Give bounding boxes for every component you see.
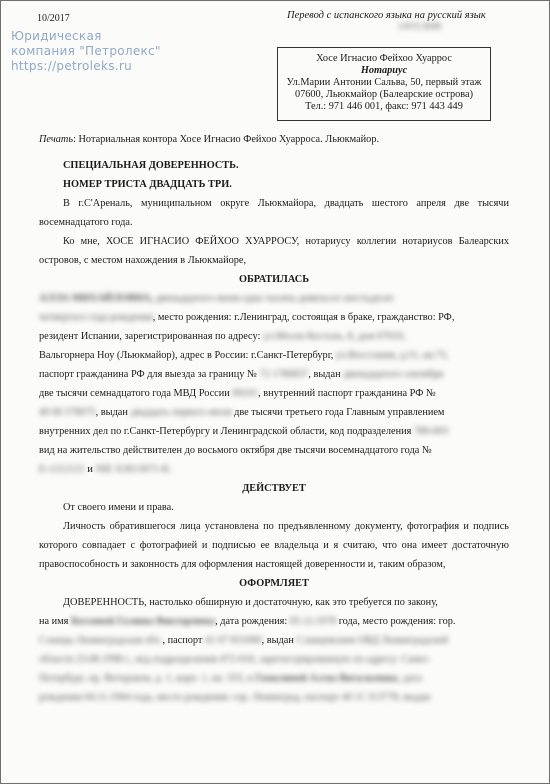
text-segment: , паспорт xyxy=(162,635,205,646)
redacted-text: 41 07 831060 xyxy=(204,635,262,646)
translation-note: Перевод с испанского языка на русский язык xyxy=(287,10,486,21)
notary-address-2: 07600, Льюкмайор (Балеарские острова) xyxy=(294,89,474,100)
text-segment: внутренних дел по г.Санкт-Петербургу и Ленинградской области, код подразделения xyxy=(39,426,414,437)
issue-line-6: рождения 04.11.1964 года, место рождения: гор. Ленинград, паспорт 40 11 313778, выдан xyxy=(39,692,431,703)
appeared-line-9: вид на жительство действителен до восьмого октября две тысячи восемнадцатого года № xyxy=(39,445,432,456)
watermark-line-1: Юридическая xyxy=(11,29,102,43)
paragraph-place-date: В г.С'Ареналь, муниципальном округе Льюкмайора, двадцать шестого апреля две тысячи восемнадцатого года. xyxy=(39,198,509,228)
appeared-line-10 xyxy=(39,460,509,479)
text-segment: , внутренний паспорт гражданина РФ № xyxy=(258,388,436,399)
document-body xyxy=(39,156,509,707)
redacted-text: 00101 xyxy=(232,388,259,399)
text-segment: , выдан xyxy=(95,407,131,418)
appeared-line-3 xyxy=(39,327,509,346)
redacted-text: двенадцатого июня одна тысяча девятьсот шестьдесят xyxy=(155,293,394,304)
issue-line-1: ДОВЕРЕННОСТЬ, настолько обширную и достаточную, как это требуется по закону, xyxy=(63,597,438,608)
notary-address-1: Ул.Марии Антонии Сальва, 50, первый этаж xyxy=(286,77,482,88)
text-segment: паспорт гражданина РФ для выезда за границу № xyxy=(39,369,260,380)
notary-phones: Тел.: 971 446 001, факс: 971 443 449 xyxy=(305,101,463,112)
notary-stamp xyxy=(277,47,491,121)
redacted-text: Сланцы Ленинградская обл. xyxy=(39,635,163,646)
document-number-right: LW1C4048 xyxy=(399,21,441,31)
redacted-text: ул.Восстания, д.51, кв.75, xyxy=(335,350,449,361)
text-segment: года, место рождения: гор. xyxy=(336,616,456,627)
redacted-name: Гамалиной Аллы Витальевны xyxy=(255,673,398,684)
text-segment: , место рождения: г.Ленинград, состоящая в браке, гражданство: РФ, xyxy=(152,312,455,323)
seal-label: Печать xyxy=(39,134,74,145)
text-segment: Вальгорнера Ноу (Льюкмайор), адрес в России: г.Санкт-Петербург, xyxy=(39,350,336,361)
notary-name: Хосе Игнасио Фейхоо Хуаррос xyxy=(316,53,452,64)
text-segment: на имя xyxy=(39,616,71,627)
doc-title-1: СПЕЦИАЛЬНАЯ ДОВЕРЕННОСТЬ. xyxy=(63,160,239,171)
heading-appeared: ОБРАТИЛАСЬ xyxy=(238,274,310,285)
issue-line-3 xyxy=(39,631,509,650)
appeared-line-7 xyxy=(39,403,509,422)
redacted-text: Е-1212121 xyxy=(39,464,85,475)
issue-line-4: области 23.08.1998 г., код подразделения 472-016, зарегистрированную по адресу: Санкт- xyxy=(39,654,431,665)
document-number: 10/2017 xyxy=(37,13,70,24)
appeared-line-5 xyxy=(39,365,509,384)
redacted-text: , дата xyxy=(397,673,422,684)
redacted-text: 780-003 xyxy=(413,426,449,437)
appeared-line-6 xyxy=(39,384,509,403)
appeared-line-8 xyxy=(39,422,509,441)
notary-title: Нотариус xyxy=(360,65,408,76)
heading-issues: ОФОРМЛЯЕТ xyxy=(239,578,309,589)
text-segment: , дата рождения: xyxy=(215,616,290,627)
appeared-line-4 xyxy=(39,346,509,365)
seal-text: : Нотариальная контора Хосе Игнасио Фейхоо Хуарроса. Льюкмайор. xyxy=(73,134,380,145)
paragraph-identity: Личность обратившегося лица установлена по предъявленному документу, фотография и подпись которого совпадает с фотографией и подписью ее владельца и я считаю, что она имеет достаточную правоспособность и законность для оформления настоящей доверенности и, таким образом, xyxy=(39,521,509,570)
redacted-text: 40 06 578075 xyxy=(39,407,96,418)
text-segment: , выдан xyxy=(308,369,344,380)
watermark-url: https://petroleks.ru xyxy=(11,59,133,73)
redacted-text: 05.12.1978 xyxy=(289,616,337,627)
text-segment: две тысячи семнадцатого года МВД России xyxy=(39,388,233,399)
redacted-text: Петербург, пр. Ветеранов, д. 1, корп. 1, кв. 333, и xyxy=(39,673,253,684)
text-segment: и xyxy=(84,464,96,475)
appeared-line-2 xyxy=(39,308,509,327)
redacted-text: Сланцевским ОВД Ленинградской xyxy=(296,635,449,646)
redacted-text: NIE X3613071-K. xyxy=(95,464,173,475)
text-segment: две тысячи третьего года Главным управлением xyxy=(231,407,445,418)
watermark-line-2: компания "Петролекс" xyxy=(11,44,161,58)
paragraph-notary: Ко мне, ХОСЕ ИГНАСИО ФЕЙХОО ХУАРРОСУ, нотариусу коллегии нотариусов Балеарских островов, с местом нахождения в Льюкмайоре, xyxy=(39,236,509,266)
issue-line-5 xyxy=(39,669,509,688)
issue-line-2 xyxy=(39,612,509,631)
redacted-text: 72 1780837 xyxy=(259,369,309,380)
redacted-text: четвертого года рождения xyxy=(39,312,153,323)
redacted-text: двадцать первого июля xyxy=(130,407,232,418)
company-watermark xyxy=(11,29,161,74)
text-segment: резидент Испании, зарегистрированная по адресу: xyxy=(39,331,263,342)
heading-acts: ДЕЙСТВУЕТ xyxy=(242,483,306,494)
text-segment: , выдан xyxy=(261,635,297,646)
redacted-name: Козловой Галины Викторовны xyxy=(71,616,216,627)
redacted-name: АЛЛА МИХАЙЛОВНА, xyxy=(39,293,153,304)
doc-title-2: НОМЕР ТРИСТА ДВАДЦАТЬ ТРИ. xyxy=(63,179,232,190)
redacted-text: двенадцатого сентября xyxy=(343,369,444,380)
seal-line xyxy=(39,134,379,145)
appeared-line-1 xyxy=(39,289,509,308)
paragraph-own-name: От своего имени и права. xyxy=(63,502,174,513)
redacted-text: ул.Мосен Косталь, 8, дом 07610, xyxy=(262,331,406,342)
